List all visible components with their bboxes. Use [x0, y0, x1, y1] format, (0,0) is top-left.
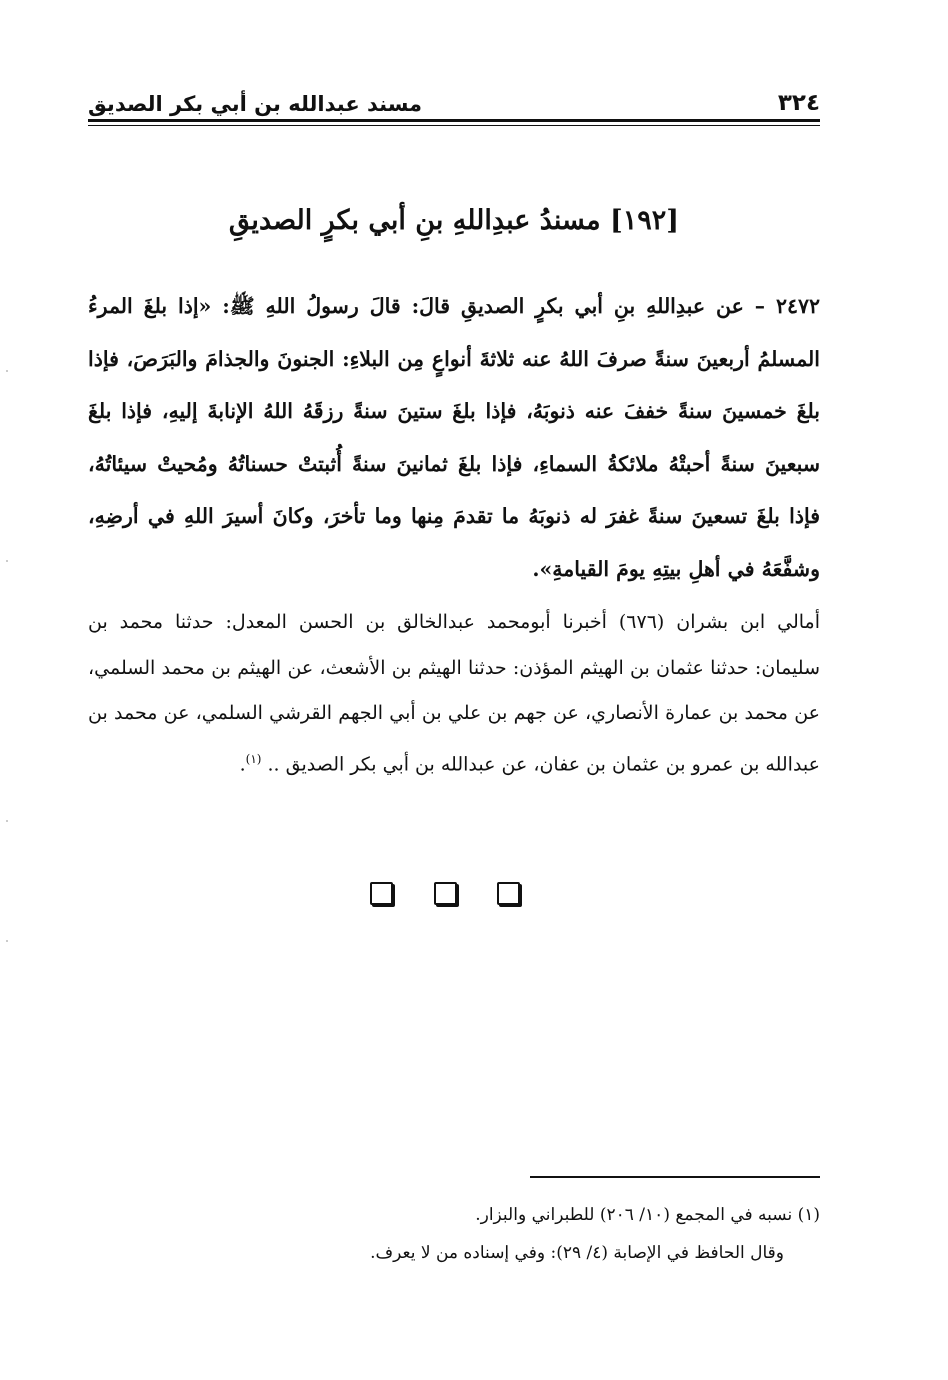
isnad-text: [88, 600, 820, 787]
scan-speck: [6, 560, 8, 562]
running-title: مسند عبدالله بن أبي بكر الصديق: [88, 92, 423, 116]
chapter-title: [١٩٢] مسندُ عبدِاللهِ بنِ أبي بكرٍ الصديقِ: [228, 205, 680, 236]
scan-speck: [6, 370, 8, 372]
section-end-marker: [370, 882, 520, 912]
isnad-body: أمالي ابن بشران (٦٧٦) أخبرنا أبومحمد عبدالخالق بن الحسن المعدل: حدثنا محمد بن سليمان: حدثنا عثمان بن الهيثم المؤذن: حدثنا الهيثم بن الأشعث، عن الهيثم بن محمد السلمي، عن محمد بن عمارة الأنصاري، عن جهم بن علي بن أبي الجهم القرشي السلمي، عن محمد بن عبدالله بن عمرو بن عثمان بن عفان، عن عبدالله بن أبي بكر الصديق ..: [88, 611, 820, 775]
page-number: ٣٢٤: [777, 90, 820, 116]
header-rule-thick: [88, 119, 820, 122]
square-ornament-icon: [370, 882, 393, 905]
isnad-end-mark: .: [239, 752, 246, 775]
footnote-1-continuation: وقال الحافظ في الإصابة (٤/ ٢٩): وفي إسناده من لا يعرف.: [370, 1243, 784, 1263]
square-ornament-icon: [497, 882, 520, 905]
footnote-reference: (١): [245, 751, 262, 766]
square-ornament-icon: [434, 882, 457, 905]
footnote-separator: [530, 1176, 820, 1178]
footnote-1: (١) نسبه في المجمع (١٠/ ٢٠٦) للطبراني والبزار.: [475, 1205, 820, 1225]
footnotes: [88, 1196, 820, 1272]
header-rule-thin: [88, 125, 820, 126]
page-header: [88, 80, 820, 116]
hadith-text: ٢٤٧٢ – عن عبدِاللهِ بنِ أبي بكرٍ الصديقِ قالَ: قالَ رسولُ اللهِ ﷺ: «إذا بلغَ المرءُ المسلمُ أربعينَ سنةً صرفَ اللهُ عنه ثلاثةَ أنواعٍ مِن البلاءِ: الجنونَ والجذامَ والبَرَصَ، فإذا بلغَ خمسينَ سنةً خففَ عنه ذنوبَهُ، فإذا بلغَ ستينَ سنةً رزقَهُ اللهُ الإنابةَ إليهِ، فإذا بلغَ سبعينَ سنةً أحبتْهُ ملائكةُ السماءِ، فإذا بلغَ ثمانينَ سنةً أُثبتتْ حسناتُهُ ومُحيتْ سيئاتُهُ، فإذا بلغَ تسعينَ سنةً غفرَ له ذنوبَهُ ما تقدمَ مِنها وما تأخرَ، وكانَ أسيرَ اللهِ في أرضِهِ، وشفَّعَهُ في أهلِ بيتِهِ يومَ القيامةِ».: [88, 294, 820, 581]
scan-speck: [6, 820, 8, 822]
scan-speck: [6, 940, 8, 942]
